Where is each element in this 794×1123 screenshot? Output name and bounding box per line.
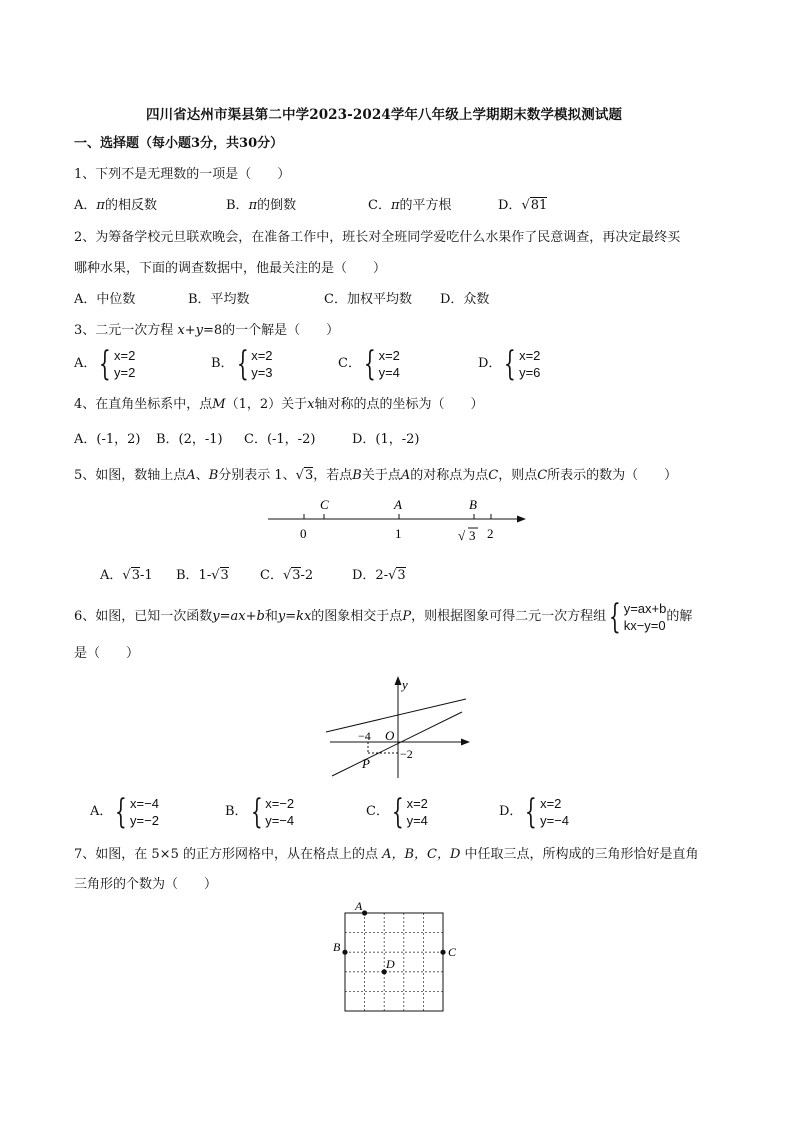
point-b <box>342 950 347 955</box>
point-a <box>362 910 367 915</box>
line-ax-plus-b <box>326 699 466 732</box>
brace-icon: { <box>99 344 112 384</box>
brace-icon: { <box>608 597 621 637</box>
axis-arrow-icon <box>517 516 526 523</box>
q6-option-b: B． { x=−2 y=−4 <box>225 792 295 832</box>
q5-option-b: B．1-√3 <box>176 568 229 583</box>
label-b: B <box>469 497 477 512</box>
y-arrow-icon <box>395 676 402 685</box>
q6-option-a: A． { x=−4 y=−2 <box>90 792 159 832</box>
label-a: A <box>355 899 363 913</box>
label-2: 2 <box>487 526 494 541</box>
q2-option-c: C．加权平均数 <box>324 292 412 307</box>
q3-stem: 3、二元一次方程 x+y=8的一个解是（ ） <box>74 323 340 338</box>
q7-stem-line2: 三角形的个数为（ ） <box>74 877 218 892</box>
line-kx <box>332 712 462 776</box>
q6-stem-line2: 是（ ） <box>74 646 140 661</box>
q6-option-d: D． { x=2 y=−4 <box>499 792 569 832</box>
equation-system: { y=ax+b kx−y=0 <box>608 597 667 637</box>
brace-icon: { <box>250 792 263 832</box>
number-line-figure <box>262 492 532 548</box>
grid-figure <box>330 898 465 1018</box>
label-sqrt3: 3 <box>469 528 476 543</box>
label-p: P <box>362 756 370 771</box>
label-c: C <box>448 945 457 959</box>
label-o: O <box>385 728 395 743</box>
q2-option-d: D．众数 <box>440 292 490 307</box>
q7-stem-line1: 7、如图，在 5×5 的正方形网格中，从在格点上的点 A，B，C，D 中任取三点，所构成的三角形恰好是直角 <box>74 847 699 862</box>
q1-option-b: B．π的倒数 <box>226 198 297 213</box>
q6-option-c: C． { x=2 y=4 <box>366 792 428 832</box>
label-c: C <box>320 497 329 512</box>
label-minus4: −4 <box>358 729 371 743</box>
sqrt-radicand: 81 <box>530 198 548 213</box>
q1-option-a: A．π的相反数 <box>74 198 157 213</box>
q6-stem-line1: 6、如图，已知一次函数 y=ax+b 和 y=kx 的图象相交于点 P ，则根据图象可得二元一次方程组 { y=ax+b kx−y=0 的解 <box>74 597 693 637</box>
q2-stem-line1: 2、为筹备学校元旦联欢晚会，在准备工作中，班长对全班同学爱吃什么水果作了民意调查，再决定最终买 <box>74 230 681 245</box>
q5-stem: 5、如图，数轴上点A、B分别表示 1、√3，若点B关于点A的对称点为点C，则点C所表示的数为（ ） <box>74 468 678 483</box>
q2-stem-line2: 哪种水果，下面的调查数据中，他最关注的是（ ） <box>74 261 387 276</box>
q3-option-b: B． { x=2 y=3 <box>211 344 273 384</box>
q4-option-a: A．(-1，2) <box>74 432 141 447</box>
q4-option-d: D．(1，-2) <box>352 432 420 447</box>
q5-option-d: D．2-√3 <box>352 568 406 583</box>
q1-option-d: D．√81 <box>498 198 548 213</box>
linear-functions-figure <box>322 672 472 782</box>
page-title: 四川省达州市渠县第二中学2023-2024学年八年级上学期期末数学模拟测试题 <box>146 107 623 123</box>
q3-option-d: D． { x=2 y=6 <box>478 344 541 384</box>
brace-icon: { <box>525 792 538 832</box>
label-1: 1 <box>395 526 402 541</box>
x-arrow-icon <box>461 739 470 746</box>
brace-icon: { <box>504 344 517 384</box>
q2-option-a: A．中位数 <box>74 292 136 307</box>
q3-option-a: A． { x=2 y=2 <box>74 344 136 384</box>
q5-option-a: A．√3-1 <box>100 568 153 583</box>
section-heading: 一、选择题（每小题3分，共30分） <box>74 136 284 151</box>
q5-option-c: C．√3-2 <box>260 568 314 583</box>
label-y: y <box>402 677 408 692</box>
point-c <box>440 950 445 955</box>
q3-option-c: C． { x=2 y=4 <box>338 344 400 384</box>
label-b: B <box>333 940 341 954</box>
label-a: A <box>394 497 402 512</box>
label-d: D <box>386 957 395 971</box>
brace-icon: { <box>391 792 404 832</box>
brace-icon: { <box>363 344 376 384</box>
q4-option-c: C．(-1，-2) <box>244 432 316 447</box>
q4-option-b: B．(2，-1) <box>156 432 223 447</box>
label-0: 0 <box>300 526 307 541</box>
sqrt-icon: √ <box>458 528 466 543</box>
brace-icon: { <box>236 344 249 384</box>
label-minus2: −2 <box>400 747 413 761</box>
q4-stem: 4、在直角坐标系中，点M（1，2）关于x轴对称的点的坐标为（ ） <box>74 397 484 412</box>
q1-option-c: C．π的平方根 <box>368 198 452 213</box>
brace-icon: { <box>115 792 128 832</box>
q2-option-b: B．平均数 <box>188 292 250 307</box>
q1-stem: 1、下列不是无理数的一项是（ ） <box>74 167 291 182</box>
